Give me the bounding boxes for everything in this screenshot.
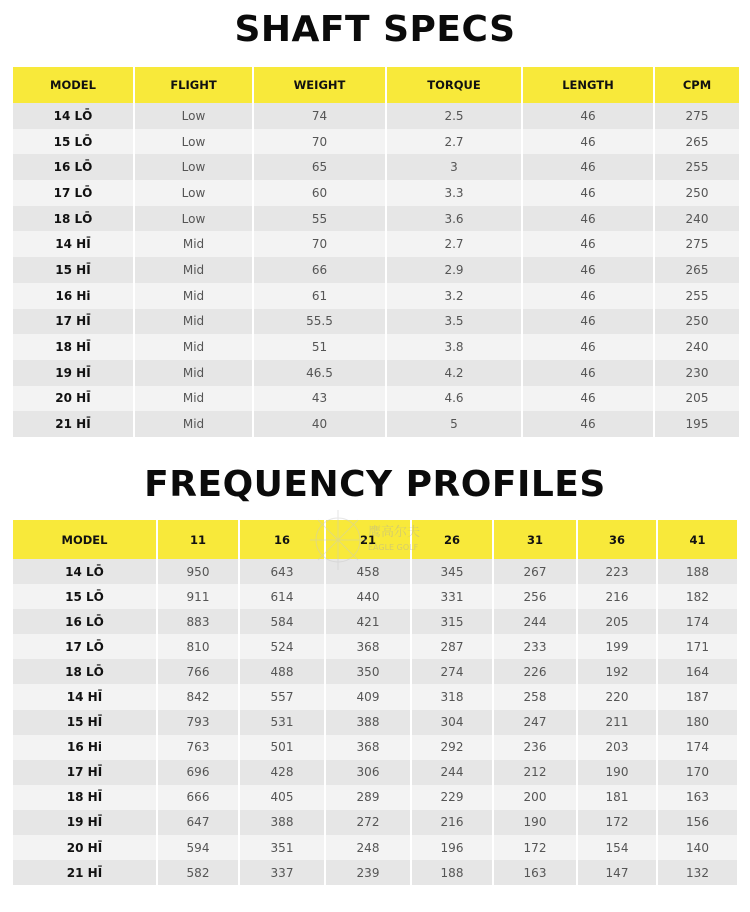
frequency-profiles-title: FREQUENCY PROFILES xyxy=(144,464,606,505)
value-cell: 46 xyxy=(523,334,653,360)
table-row xyxy=(13,584,737,609)
model-cell: 14 HĪ xyxy=(13,231,133,257)
col-header-31: 31 xyxy=(494,520,576,559)
table-row xyxy=(13,154,739,180)
value-cell: 132 xyxy=(658,860,737,885)
value-cell: 4.2 xyxy=(387,360,521,386)
value-cell: 2.9 xyxy=(387,257,521,283)
value-cell: Low xyxy=(135,180,252,206)
model-cell: 17 HĪ xyxy=(13,309,133,335)
value-cell: 163 xyxy=(494,860,576,885)
value-cell: 240 xyxy=(655,334,739,360)
value-cell: 40 xyxy=(254,411,385,437)
value-cell: Low xyxy=(135,154,252,180)
col-header-flight: FLIGHT xyxy=(135,67,252,103)
col-header-length: LENGTH xyxy=(523,67,653,103)
value-cell: 61 xyxy=(254,283,385,309)
value-cell: 350 xyxy=(326,659,410,684)
table-header-row xyxy=(13,67,739,103)
model-cell: 15 LŌ xyxy=(13,129,133,155)
value-cell: 46 xyxy=(523,154,653,180)
value-cell: 216 xyxy=(578,584,656,609)
value-cell: 154 xyxy=(578,835,656,860)
value-cell: 883 xyxy=(158,609,238,634)
value-cell: 74 xyxy=(254,103,385,129)
value-cell: 557 xyxy=(240,684,324,709)
value-cell: 46 xyxy=(523,257,653,283)
value-cell: 46 xyxy=(523,231,653,257)
value-cell: 170 xyxy=(658,760,737,785)
value-cell: 236 xyxy=(494,735,576,760)
table-row xyxy=(13,860,737,885)
table-row xyxy=(13,785,737,810)
model-cell: 15 LŌ xyxy=(13,584,156,609)
value-cell: 250 xyxy=(655,180,739,206)
value-cell: 345 xyxy=(412,559,492,584)
model-cell: 17 LŌ xyxy=(13,634,156,659)
col-header-model: MODEL xyxy=(13,520,156,559)
model-cell: 18 LŌ xyxy=(13,206,133,232)
value-cell: 205 xyxy=(578,609,656,634)
value-cell: 180 xyxy=(658,710,737,735)
value-cell: 666 xyxy=(158,785,238,810)
table-row xyxy=(13,411,739,437)
value-cell: 147 xyxy=(578,860,656,885)
table-row xyxy=(13,257,739,283)
value-cell: Mid xyxy=(135,231,252,257)
value-cell: 2.7 xyxy=(387,129,521,155)
table-row xyxy=(13,103,739,129)
value-cell: 223 xyxy=(578,559,656,584)
value-cell: 244 xyxy=(494,609,576,634)
value-cell: Mid xyxy=(135,386,252,412)
value-cell: 763 xyxy=(158,735,238,760)
value-cell: 51 xyxy=(254,334,385,360)
value-cell: 188 xyxy=(412,860,492,885)
value-cell: 182 xyxy=(658,584,737,609)
value-cell: 140 xyxy=(658,835,737,860)
value-cell: 188 xyxy=(658,559,737,584)
value-cell: 216 xyxy=(412,810,492,835)
frequency-profiles-table xyxy=(11,520,739,885)
model-cell: 17 HĪ xyxy=(13,760,156,785)
value-cell: 46 xyxy=(523,411,653,437)
value-cell: 172 xyxy=(494,835,576,860)
value-cell: 230 xyxy=(655,360,739,386)
value-cell: 3.8 xyxy=(387,334,521,360)
model-cell: 17 LŌ xyxy=(13,180,133,206)
table-row xyxy=(13,231,739,257)
value-cell: 265 xyxy=(655,257,739,283)
col-header-weight: WEIGHT xyxy=(254,67,385,103)
value-cell: 199 xyxy=(578,634,656,659)
table-row xyxy=(13,634,737,659)
value-cell: 524 xyxy=(240,634,324,659)
value-cell: 239 xyxy=(326,860,410,885)
col-header-16: 16 xyxy=(240,520,324,559)
value-cell: 66 xyxy=(254,257,385,283)
model-cell: 16 LŌ xyxy=(13,609,156,634)
value-cell: 172 xyxy=(578,810,656,835)
model-cell: 18 LŌ xyxy=(13,659,156,684)
value-cell: 315 xyxy=(412,609,492,634)
value-cell: 766 xyxy=(158,659,238,684)
value-cell: 265 xyxy=(655,129,739,155)
value-cell: 428 xyxy=(240,760,324,785)
model-cell: 19 HĪ xyxy=(13,360,133,386)
value-cell: Mid xyxy=(135,411,252,437)
value-cell: 46 xyxy=(523,103,653,129)
value-cell: 3.5 xyxy=(387,309,521,335)
model-cell: 18 HĪ xyxy=(13,334,133,360)
model-cell: 16 Hi xyxy=(13,283,133,309)
value-cell: 203 xyxy=(578,735,656,760)
value-cell: Mid xyxy=(135,257,252,283)
model-cell: 18 HĪ xyxy=(13,785,156,810)
col-header-36: 36 xyxy=(578,520,656,559)
value-cell: 174 xyxy=(658,735,737,760)
value-cell: 647 xyxy=(158,810,238,835)
value-cell: 233 xyxy=(494,634,576,659)
value-cell: 211 xyxy=(578,710,656,735)
value-cell: 43 xyxy=(254,386,385,412)
value-cell: 248 xyxy=(326,835,410,860)
value-cell: 337 xyxy=(240,860,324,885)
value-cell: 696 xyxy=(158,760,238,785)
value-cell: 3.2 xyxy=(387,283,521,309)
value-cell: 212 xyxy=(494,760,576,785)
model-cell: 21 HĪ xyxy=(13,860,156,885)
value-cell: 440 xyxy=(326,584,410,609)
value-cell: 70 xyxy=(254,129,385,155)
value-cell: 531 xyxy=(240,710,324,735)
value-cell: 256 xyxy=(494,584,576,609)
value-cell: 388 xyxy=(240,810,324,835)
value-cell: 220 xyxy=(578,684,656,709)
value-cell: Mid xyxy=(135,334,252,360)
value-cell: 255 xyxy=(655,283,739,309)
col-header-41: 41 xyxy=(658,520,737,559)
col-header-torque: TORQUE xyxy=(387,67,521,103)
col-header-21: 21 xyxy=(326,520,410,559)
value-cell: 594 xyxy=(158,835,238,860)
table-row xyxy=(13,835,737,860)
value-cell: 65 xyxy=(254,154,385,180)
value-cell: 306 xyxy=(326,760,410,785)
value-cell: 292 xyxy=(412,735,492,760)
value-cell: 275 xyxy=(655,231,739,257)
value-cell: 205 xyxy=(655,386,739,412)
value-cell: 488 xyxy=(240,659,324,684)
table-row xyxy=(13,609,737,634)
value-cell: Low xyxy=(135,206,252,232)
value-cell: 226 xyxy=(494,659,576,684)
col-header-26: 26 xyxy=(412,520,492,559)
value-cell: 643 xyxy=(240,559,324,584)
col-header-cpm: CPM xyxy=(655,67,739,103)
value-cell: Mid xyxy=(135,360,252,386)
value-cell: 46 xyxy=(523,360,653,386)
value-cell: 46 xyxy=(523,129,653,155)
value-cell: 46 xyxy=(523,283,653,309)
value-cell: Mid xyxy=(135,283,252,309)
value-cell: 4.6 xyxy=(387,386,521,412)
value-cell: 46 xyxy=(523,180,653,206)
value-cell: 614 xyxy=(240,584,324,609)
shaft-specs-table xyxy=(11,67,741,437)
value-cell: 458 xyxy=(326,559,410,584)
value-cell: 255 xyxy=(655,154,739,180)
value-cell: 911 xyxy=(158,584,238,609)
value-cell: 46 xyxy=(523,386,653,412)
value-cell: 240 xyxy=(655,206,739,232)
table-row xyxy=(13,735,737,760)
table-row xyxy=(13,810,737,835)
table-row xyxy=(13,760,737,785)
value-cell: 196 xyxy=(412,835,492,860)
value-cell: 3 xyxy=(387,154,521,180)
table-row xyxy=(13,334,739,360)
value-cell: 46 xyxy=(523,309,653,335)
value-cell: 46 xyxy=(523,206,653,232)
value-cell: 190 xyxy=(494,810,576,835)
value-cell: 368 xyxy=(326,735,410,760)
value-cell: 247 xyxy=(494,710,576,735)
value-cell: 190 xyxy=(578,760,656,785)
value-cell: 70 xyxy=(254,231,385,257)
model-cell: 15 HĪ xyxy=(13,257,133,283)
table-row xyxy=(13,180,739,206)
value-cell: 287 xyxy=(412,634,492,659)
table-row xyxy=(13,659,737,684)
shaft-specs-title: SHAFT SPECS xyxy=(234,9,516,50)
value-cell: 164 xyxy=(658,659,737,684)
model-cell: 15 HĪ xyxy=(13,710,156,735)
value-cell: 2.7 xyxy=(387,231,521,257)
model-cell: 14 HĪ xyxy=(13,684,156,709)
table-row xyxy=(13,309,739,335)
value-cell: 274 xyxy=(412,659,492,684)
model-cell: 16 LŌ xyxy=(13,154,133,180)
value-cell: 289 xyxy=(326,785,410,810)
table-row xyxy=(13,559,737,584)
table-row xyxy=(13,283,739,309)
model-cell: 21 HĪ xyxy=(13,411,133,437)
value-cell: 195 xyxy=(655,411,739,437)
value-cell: 421 xyxy=(326,609,410,634)
value-cell: 582 xyxy=(158,860,238,885)
value-cell: 229 xyxy=(412,785,492,810)
value-cell: 163 xyxy=(658,785,737,810)
value-cell: 200 xyxy=(494,785,576,810)
value-cell: 368 xyxy=(326,634,410,659)
value-cell: 60 xyxy=(254,180,385,206)
value-cell: 187 xyxy=(658,684,737,709)
value-cell: Mid xyxy=(135,309,252,335)
value-cell: 272 xyxy=(326,810,410,835)
value-cell: 388 xyxy=(326,710,410,735)
value-cell: 275 xyxy=(655,103,739,129)
col-header-model: MODEL xyxy=(13,67,133,103)
model-cell: 19 HĪ xyxy=(13,810,156,835)
model-cell: 14 LŌ xyxy=(13,103,133,129)
value-cell: 181 xyxy=(578,785,656,810)
value-cell: 3.3 xyxy=(387,180,521,206)
model-cell: 20 HĪ xyxy=(13,835,156,860)
value-cell: 244 xyxy=(412,760,492,785)
value-cell: 793 xyxy=(158,710,238,735)
model-cell: 16 Hi xyxy=(13,735,156,760)
value-cell: 156 xyxy=(658,810,737,835)
value-cell: 171 xyxy=(658,634,737,659)
value-cell: 318 xyxy=(412,684,492,709)
value-cell: 3.6 xyxy=(387,206,521,232)
col-header-11: 11 xyxy=(158,520,238,559)
value-cell: 409 xyxy=(326,684,410,709)
value-cell: 46.5 xyxy=(254,360,385,386)
table-row xyxy=(13,360,739,386)
value-cell: 584 xyxy=(240,609,324,634)
value-cell: 842 xyxy=(158,684,238,709)
watermark-chinese-text: 鹰高尔夫 xyxy=(368,525,421,540)
value-cell: 192 xyxy=(578,659,656,684)
value-cell: 250 xyxy=(655,309,739,335)
value-cell: Low xyxy=(135,103,252,129)
table-row xyxy=(13,206,739,232)
value-cell: Low xyxy=(135,129,252,155)
value-cell: 351 xyxy=(240,835,324,860)
value-cell: 5 xyxy=(387,411,521,437)
table-header-row xyxy=(13,520,737,559)
value-cell: 55 xyxy=(254,206,385,232)
value-cell: 258 xyxy=(494,684,576,709)
table-row xyxy=(13,386,739,412)
value-cell: 304 xyxy=(412,710,492,735)
value-cell: 950 xyxy=(158,559,238,584)
value-cell: 501 xyxy=(240,735,324,760)
table-row xyxy=(13,129,739,155)
value-cell: 55.5 xyxy=(254,309,385,335)
value-cell: 810 xyxy=(158,634,238,659)
model-cell: 14 LŌ xyxy=(13,559,156,584)
value-cell: 331 xyxy=(412,584,492,609)
table-row xyxy=(13,684,737,709)
watermark-brand-text: EAGLE GOLF xyxy=(368,543,419,552)
value-cell: 2.5 xyxy=(387,103,521,129)
table-row xyxy=(13,710,737,735)
value-cell: 174 xyxy=(658,609,737,634)
value-cell: 267 xyxy=(494,559,576,584)
model-cell: 20 HĪ xyxy=(13,386,133,412)
value-cell: 405 xyxy=(240,785,324,810)
